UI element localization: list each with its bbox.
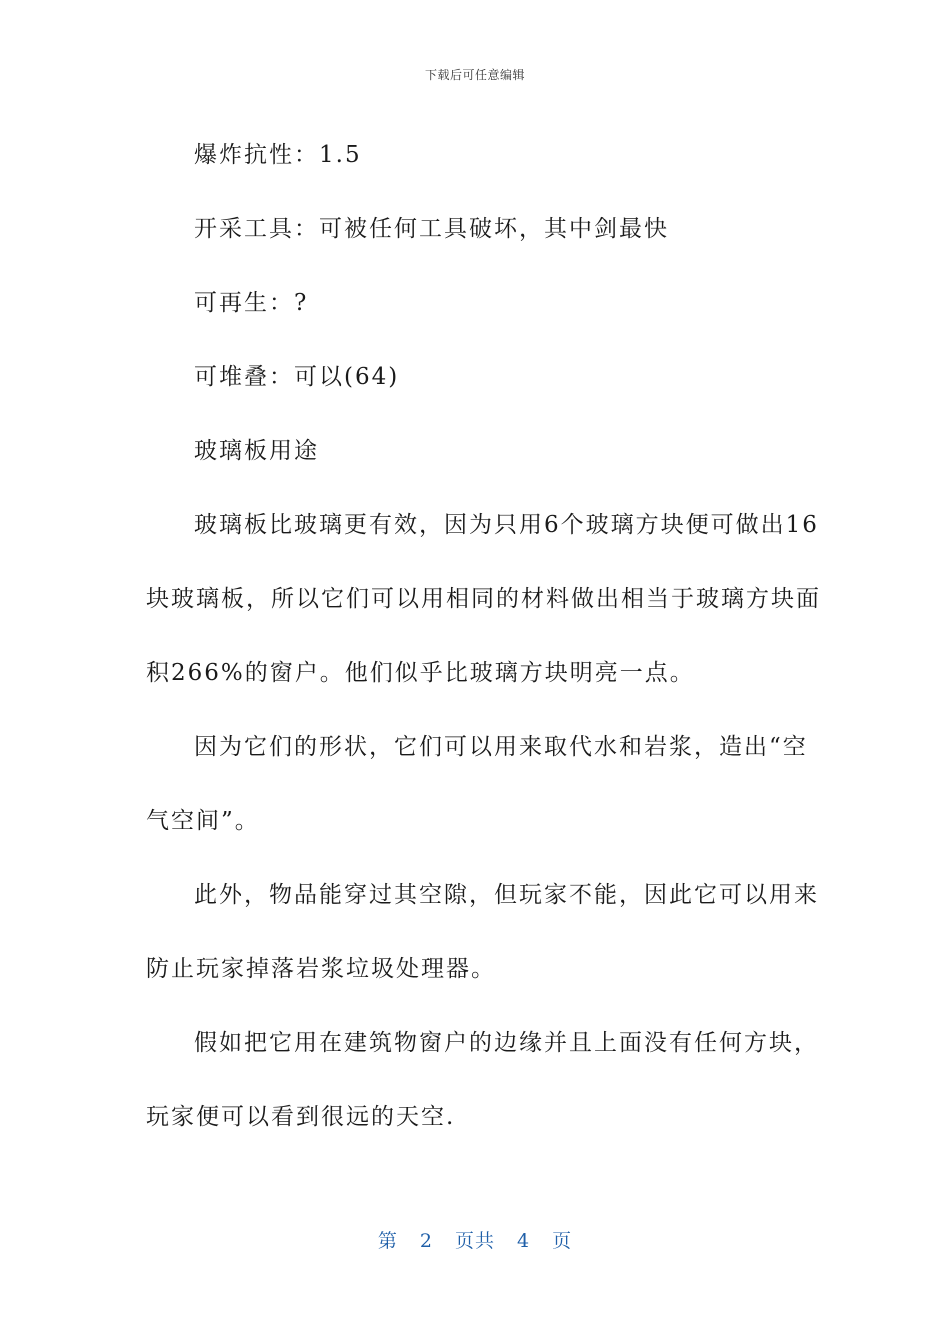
paragraph-line: 玩家便可以看到很远的天空.	[146, 1104, 456, 1130]
current-page-number: 2	[419, 1230, 433, 1252]
paragraph-line: 防止玩家掉落岩浆垃圾处理器。	[146, 956, 496, 982]
paragraph-line: 可再生：?	[194, 290, 309, 316]
paragraph-line: 因为它们的形状，它们可以用来取代水和岩浆，造出“空	[194, 734, 808, 760]
footer-middle: 页共	[454, 1230, 495, 1252]
document-body	[146, 118, 821, 1154]
total-pages-number: 4	[517, 1230, 531, 1252]
paragraph-line: 积266%的窗户。他们似乎比玻璃方块明亮一点。	[146, 660, 695, 686]
footer-prefix: 第	[377, 1230, 398, 1252]
paragraph-line: 爆炸抗性：1.5	[194, 142, 362, 168]
page-number-footer	[0, 1226, 950, 1253]
paragraph-line: 开采工具：可被任何工具破坏，其中剑最快	[194, 216, 669, 242]
paragraph-line: 玻璃板比玻璃更有效，因为只用6个玻璃方块便可做出16	[194, 512, 819, 538]
paragraph-line: 气空间”。	[146, 808, 260, 834]
paragraph-line: 假如把它用在建筑物窗户的边缘并且上面没有任何方块，	[194, 1030, 819, 1056]
footer-suffix: 页	[552, 1230, 573, 1252]
paragraph-line: 此外，物品能穿过其空隙，但玩家不能，因此它可以用来	[194, 882, 819, 908]
section-heading: 玻璃板用途	[194, 438, 319, 464]
paragraph-line: 可堆叠：可以(64)	[194, 364, 400, 390]
paragraph-line: 块玻璃板，所以它们可以用相同的材料做出相当于玻璃方块面	[146, 586, 821, 612]
header-note: 下载后可任意编辑	[424, 68, 525, 82]
